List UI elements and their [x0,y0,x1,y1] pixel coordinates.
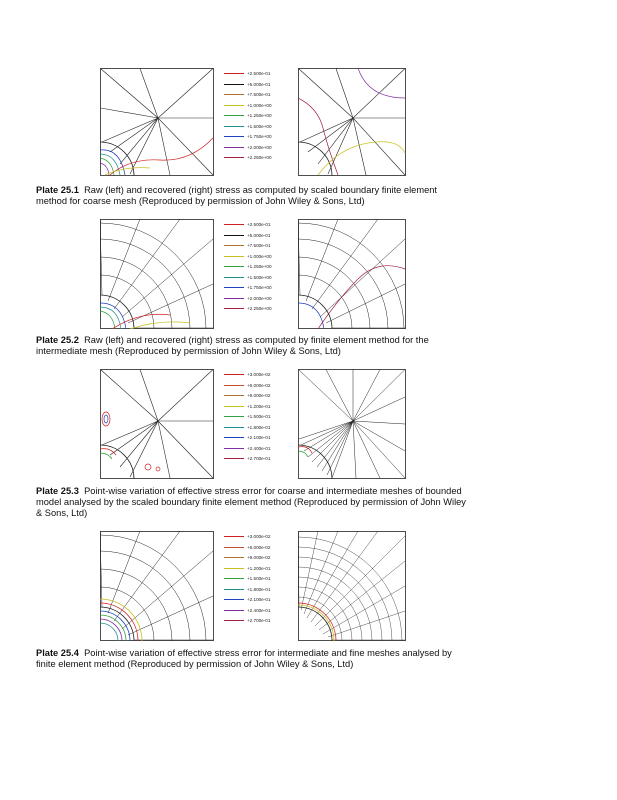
legend-swatch [224,448,244,449]
legend-label: +6.000e-02 [247,382,271,388]
legend-entry [224,90,294,100]
legend-entry [224,543,294,553]
legend-swatch [224,235,244,236]
legend-swatch [224,374,244,375]
legend-label: +1.800e-01 [247,586,271,592]
legend-swatch [224,277,244,278]
legend-entry [224,402,294,412]
plate-25-1-caption [36,185,466,207]
plate-25-1-left-figure [100,68,214,176]
legend-swatch [224,458,244,459]
legend-entry [224,595,294,605]
legend-entry [224,454,294,464]
legend-label: +2.700e-01 [247,456,271,461]
legend-label: +2.250e+00 [247,306,272,311]
legend-entry [224,444,294,454]
legend-label: +1.500e+00 [247,274,272,280]
legend-label: +5.000e-01 [247,81,271,87]
legend-label: +2.250e+00 [247,155,272,160]
legend-swatch [224,298,244,299]
legend-label: +1.500e-01 [247,414,271,419]
mesh-plot [298,68,406,176]
legend-entry [224,423,294,433]
plate-25-4-right-figure [298,531,406,641]
legend-swatch [224,427,244,428]
plate-number: Plate 25.4 [36,648,79,658]
plate-25-2-left-figure [100,219,214,329]
legend-entry [224,273,294,283]
caption-text: Point-wise variation of effective stress error for coarse and intermediate meshes of bounded model analysed by the scaled boundary finite element method (Reproduced by permission of John Wiley & Sons, Ltd) [36,486,466,518]
legend-entry [224,370,294,380]
legend-label: +1.200e-01 [247,565,271,571]
legend-swatch [224,73,244,74]
legend-entry [224,616,294,626]
legend-label: +1.000e+00 [247,102,272,108]
plate-25-1-right-figure [298,68,406,176]
legend-label: +1.500e+00 [247,123,272,129]
legend-label: +2.100e-01 [247,597,271,602]
legend-label: +2.500e-01 [247,222,271,227]
caption-text: Raw (left) and recovered (right) stress as computed by finite element method for the intermediate mesh (Reproduced by permission of John Wiley & Sons, Ltd) [36,335,429,356]
legend-swatch [224,589,244,590]
legend-entry [224,381,294,391]
legend-entry [224,574,294,584]
legend-entry [224,153,294,163]
legend-label: +2.000e+00 [247,144,272,150]
legend-swatch [224,536,244,537]
legend-swatch [224,406,244,407]
legend-label: +7.500e-01 [247,92,271,97]
legend-swatch [224,126,244,127]
legend-entry [224,132,294,142]
legend-entry [224,262,294,272]
legend-swatch [224,578,244,579]
legend-label: +1.250e+00 [247,264,272,269]
legend-label: +2.000e+00 [247,295,272,301]
legend-label: +1.750e+00 [247,285,272,290]
legend-label: +1.000e+00 [247,253,272,259]
legend-label: +1.750e+00 [247,134,272,139]
legend-swatch [224,94,244,95]
legend-entry [224,122,294,132]
legend-entry [224,564,294,574]
legend-swatch [224,266,244,267]
legend-label: +2.100e-01 [247,435,271,440]
legend-swatch [224,557,244,558]
plate-25-3-right-figure [298,369,406,479]
legend-entry [224,412,294,422]
legend-entry [224,143,294,153]
legend-entry [224,69,294,79]
plate-25-3-left-figure [100,369,214,479]
legend-entry [224,220,294,230]
legend-swatch [224,136,244,137]
legend-swatch [224,385,244,386]
legend-label: +1.250e+00 [247,113,272,118]
legend-label: +1.200e-01 [247,403,271,409]
legend-swatch [224,287,244,288]
legend-swatch [224,147,244,148]
legend-entry [224,111,294,121]
legend-label: +6.000e-02 [247,544,271,550]
legend-swatch [224,224,244,225]
plate-number: Plate 25.2 [36,335,79,345]
legend-label: +1.500e-01 [247,576,271,581]
legend-swatch [224,437,244,438]
legend-entry [224,532,294,542]
plate-25-4-caption [36,648,466,670]
legend-entry [224,585,294,595]
legend-swatch [224,547,244,548]
mesh-plot [298,219,406,329]
legend-entry [224,304,294,314]
legend-label: +2.400e-01 [247,607,271,613]
plate-25-2-right-figure [298,219,406,329]
legend-swatch [224,105,244,106]
legend-label: +5.000e-01 [247,232,271,238]
legend-label: +3.000e-02 [247,372,271,377]
legend-label: +1.800e-01 [247,424,271,430]
plate-number: Plate 25.1 [36,185,79,195]
legend-entry [224,553,294,563]
caption-text: Raw (left) and recovered (right) stress as computed by scaled boundary finite element method for coarse mesh (Reproduced by permission of John Wiley & Sons, Ltd) [36,185,438,206]
legend-swatch [224,256,244,257]
legend-entry [224,606,294,616]
legend-entry [224,433,294,443]
legend-entry [224,252,294,262]
mesh-plot [100,531,214,641]
plate-number: Plate 25.3 [36,486,79,496]
legend-swatch [224,157,244,158]
legend-label: +2.500e-01 [247,71,271,76]
legend-label: +7.500e-01 [247,243,271,248]
mesh-plot [298,369,406,479]
legend-swatch [224,599,244,600]
legend-swatch [224,245,244,246]
legend-entry [224,391,294,401]
legend-swatch [224,395,244,396]
legend-swatch [224,610,244,611]
legend-entry [224,80,294,90]
legend-swatch [224,620,244,621]
legend-entry [224,101,294,111]
legend-label: +2.400e-01 [247,445,271,451]
caption-text: Point-wise variation of effective stress error for intermediate and fine meshes analysed by finite element method (Reproduced by permission of John Wiley & Sons, Ltd) [36,648,452,669]
mesh-plot [100,68,214,176]
legend-swatch [224,308,244,309]
mesh-plot [298,531,406,641]
mesh-plot [100,369,214,479]
legend-label: +3.000e-02 [247,534,271,539]
legend-entry [224,241,294,251]
legend-swatch [224,84,244,85]
legend-swatch [224,115,244,116]
legend-entry [224,231,294,241]
legend-swatch [224,568,244,569]
plate-25-2-caption [36,335,466,357]
legend-entry [224,283,294,293]
legend-label: +9.000e-02 [247,393,271,398]
plate-25-3-caption [36,486,466,519]
legend-label: +9.000e-02 [247,555,271,560]
legend-entry [224,294,294,304]
legend-label: +2.700e-01 [247,618,271,623]
mesh-plot [100,219,214,329]
plate-25-4-left-figure [100,531,214,641]
legend-swatch [224,416,244,417]
